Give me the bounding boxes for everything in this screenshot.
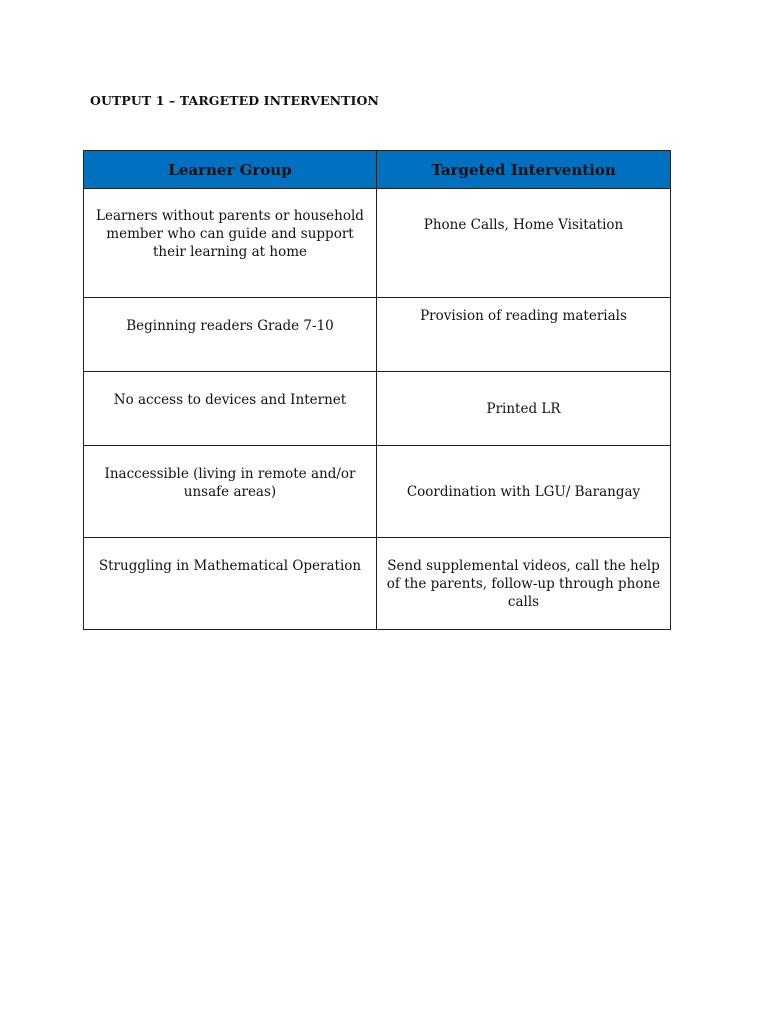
intervention-cell: Phone Calls, Home Visitation — [377, 189, 671, 298]
learner-group-cell: Inaccessible (living in remote and/or unsafe areas) — [84, 446, 377, 538]
table-row — [84, 446, 671, 538]
table-row — [84, 538, 671, 630]
learner-group-cell: No access to devices and Internet — [84, 372, 377, 446]
table-row — [84, 298, 671, 372]
learner-group-cell: Beginning readers Grade 7-10 — [84, 298, 377, 372]
table-row — [84, 189, 671, 298]
table-header-row — [84, 151, 671, 189]
intervention-cell: Send supplemental videos, call the help of the parents, follow-up through phone calls — [377, 538, 671, 630]
learner-group-cell: Struggling in Mathematical Operation — [84, 538, 377, 630]
table-row — [84, 372, 671, 446]
learner-group-cell: Learners without parents or household member who can guide and support their learning at home — [84, 189, 377, 298]
document-heading: OUTPUT 1 – TARGETED INTERVENTION — [90, 93, 379, 108]
column-header-learner-group: Learner Group — [84, 151, 377, 189]
column-header-targeted-intervention: Targeted Intervention — [377, 151, 671, 189]
intervention-cell: Printed LR — [377, 372, 671, 446]
intervention-cell: Provision of reading materials — [377, 298, 671, 372]
intervention-table — [83, 150, 671, 630]
intervention-cell: Coordination with LGU/ Barangay — [377, 446, 671, 538]
